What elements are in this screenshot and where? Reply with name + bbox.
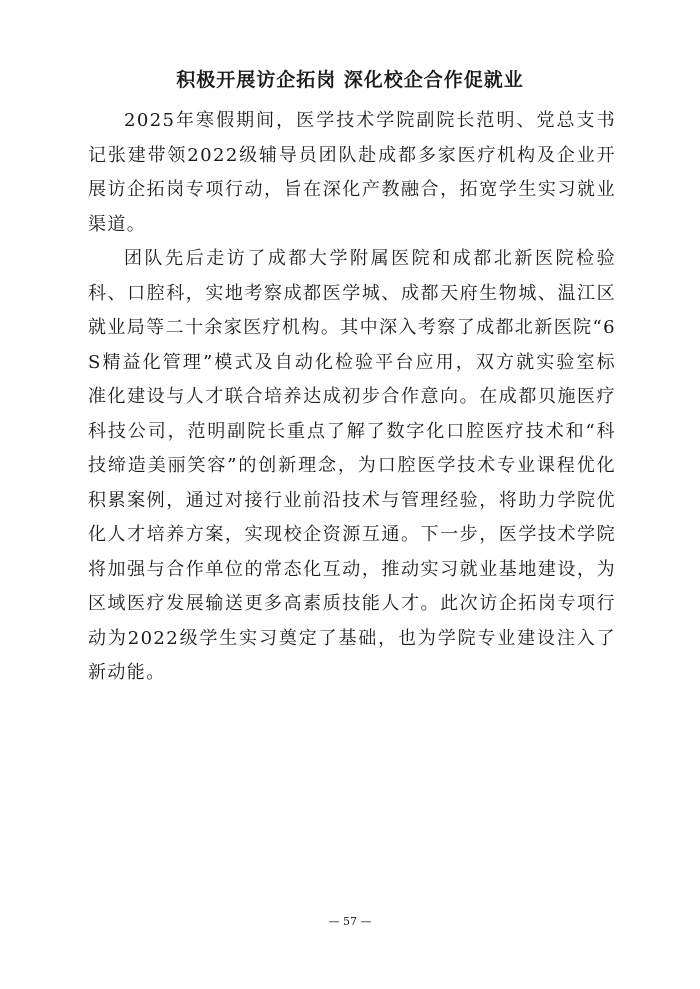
paragraph-1: 2025年寒假期间，医学技术学院副院长范明、党总支书记张建带领2022级辅导员团队赴成都多家医疗机构及企业开展访企拓岗专项行动，旨在深化产教融合，拓宽学生实习就业渠道。 — [88, 110, 616, 235]
article-title: 积极开展访企拓岗 深化校企合作促就业 — [176, 69, 524, 91]
paragraph-2: 团队先后走访了成都大学附属医院和成都北新医院检验科、口腔科，实地考察成都医学城、成都天府生物城、温江区就业局等二十余家医疗机构。其中深入考察了成都北新医院“6S精益化管理”模式及自动化检验平台应用，双方就实验室标准化建设与人才联合培养达成初步合作意向。在成都贝施医疗科技公司，范明副院长重点了解了数字化口腔医疗技术和“科技缔造美丽笑容”的创新理念，为口腔医学技术专业课程优化积累案例，通过对接行业前沿技术与管理经验，将助力学院优化人才培养方案，实现校企资源互通。下一步，医学技术学院将加强与合作单位的常态化互动，推动实习就业基地建设，为区域医疗发展输送更多高素质技能人才。此次访企拓岗专项行动为2022级学生实习奠定了基础，也为学院专业建设注入了新动能。 — [88, 248, 616, 683]
article-body — [88, 104, 616, 691]
page-number: — 57 — — [328, 915, 372, 928]
